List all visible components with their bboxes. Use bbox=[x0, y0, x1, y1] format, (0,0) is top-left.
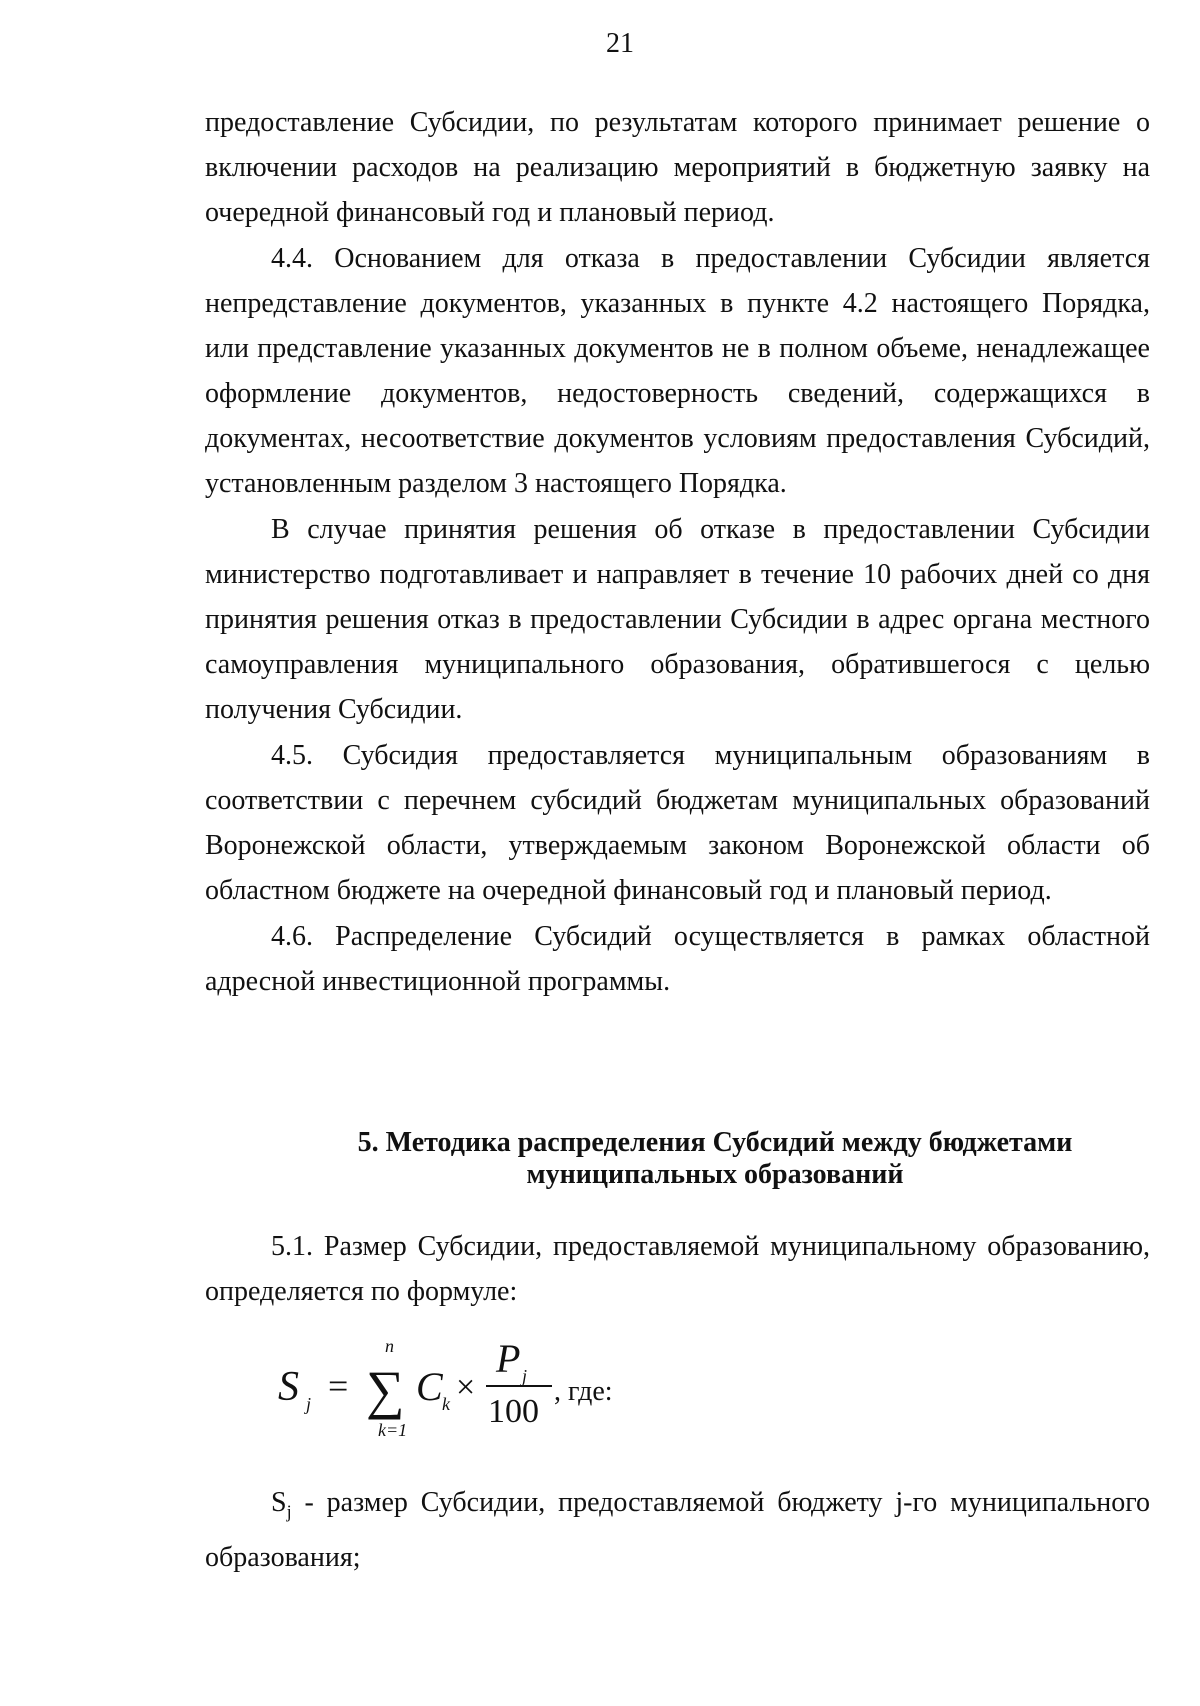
definition-symbol-sub: j bbox=[286, 1501, 292, 1522]
formula-sum-upper: n bbox=[385, 1336, 394, 1356]
section-5-intro-block bbox=[205, 1224, 1150, 1314]
paragraph-4-4: 4.4. Основанием для отказа в предоставлении Субсидии является непредставление документов, указанных в пункте 4.2 настоящего Порядка, или представление указанных документов не в полном объеме, ненадлежащее оформление документов, недостоверность сведений, содержащихся в документах, несоответствие документов условиям предоставления Субсидий, установленным разделом 3 настоящего Порядка. bbox=[205, 243, 1150, 499]
formula-lhs-sub: j bbox=[306, 1394, 312, 1414]
formula-numerator-sub: j bbox=[522, 1366, 528, 1386]
section-heading bbox=[245, 1127, 1185, 1191]
formula-sum-lower: k=1 bbox=[378, 1420, 408, 1440]
formula-denominator: 100 bbox=[488, 1393, 539, 1430]
section-heading-line2: муниципальных образований bbox=[526, 1159, 904, 1190]
formula-numerator: P bbox=[496, 1336, 521, 1381]
formula-suffix: , где: bbox=[554, 1376, 613, 1407]
formula-term: C bbox=[416, 1364, 443, 1409]
section-heading-line1: 5. Методика распределения Субсидий между бюджетами bbox=[357, 1127, 1073, 1158]
formula-equals: = bbox=[328, 1366, 349, 1406]
document-body bbox=[205, 100, 1150, 1004]
definition-sj bbox=[205, 1480, 1150, 1580]
page-number: 21 bbox=[606, 28, 634, 59]
paragraph-4-5: 4.5. Субсидия предоставляется муниципальным образованиям в соответствии с перечнем субсидий бюджетам муниципальных образований Воронежской области, утверждаемым законом Воронежской области об областном бюджете на очередной финансовый год и плановый период. bbox=[205, 740, 1150, 906]
formula-times: × bbox=[456, 1369, 476, 1406]
subsidy-formula bbox=[270, 1320, 690, 1440]
formula-term-sub: k bbox=[442, 1394, 450, 1414]
formula-sum-sign: ∑ bbox=[366, 1360, 405, 1420]
paragraph-4-6: 4.6. Распределение Субсидий осуществляется в рамках областной адресной инвестиционной программы. bbox=[205, 921, 1150, 997]
paragraph-refusal: В случае принятия решения об отказе в предоставлении Субсидии министерство подготавливает и направляет в течение 10 рабочих дней со дня принятия решения отказ в предоставлении Субсидии в адрес органа местного самоуправления муниципального образования, обратившегося с целью получения Субсидии. bbox=[205, 514, 1150, 725]
formula-lhs: S bbox=[278, 1364, 299, 1410]
definition-symbol: S bbox=[271, 1487, 287, 1518]
paragraph-continuation: предоставление Субсидии, по результатам которого принимает решение о включении расходов на реализацию мероприятий в бюджетную заявку на очередной финансовый год и плановый период. bbox=[205, 107, 1150, 228]
definition-text: - размер Субсидии, предоставляемой бюджету j-го муниципального образования; bbox=[205, 1487, 1150, 1573]
paragraph-5-1: 5.1. Размер Субсидии, предоставляемой муниципальному образованию, определяется по формуле: bbox=[205, 1231, 1150, 1307]
